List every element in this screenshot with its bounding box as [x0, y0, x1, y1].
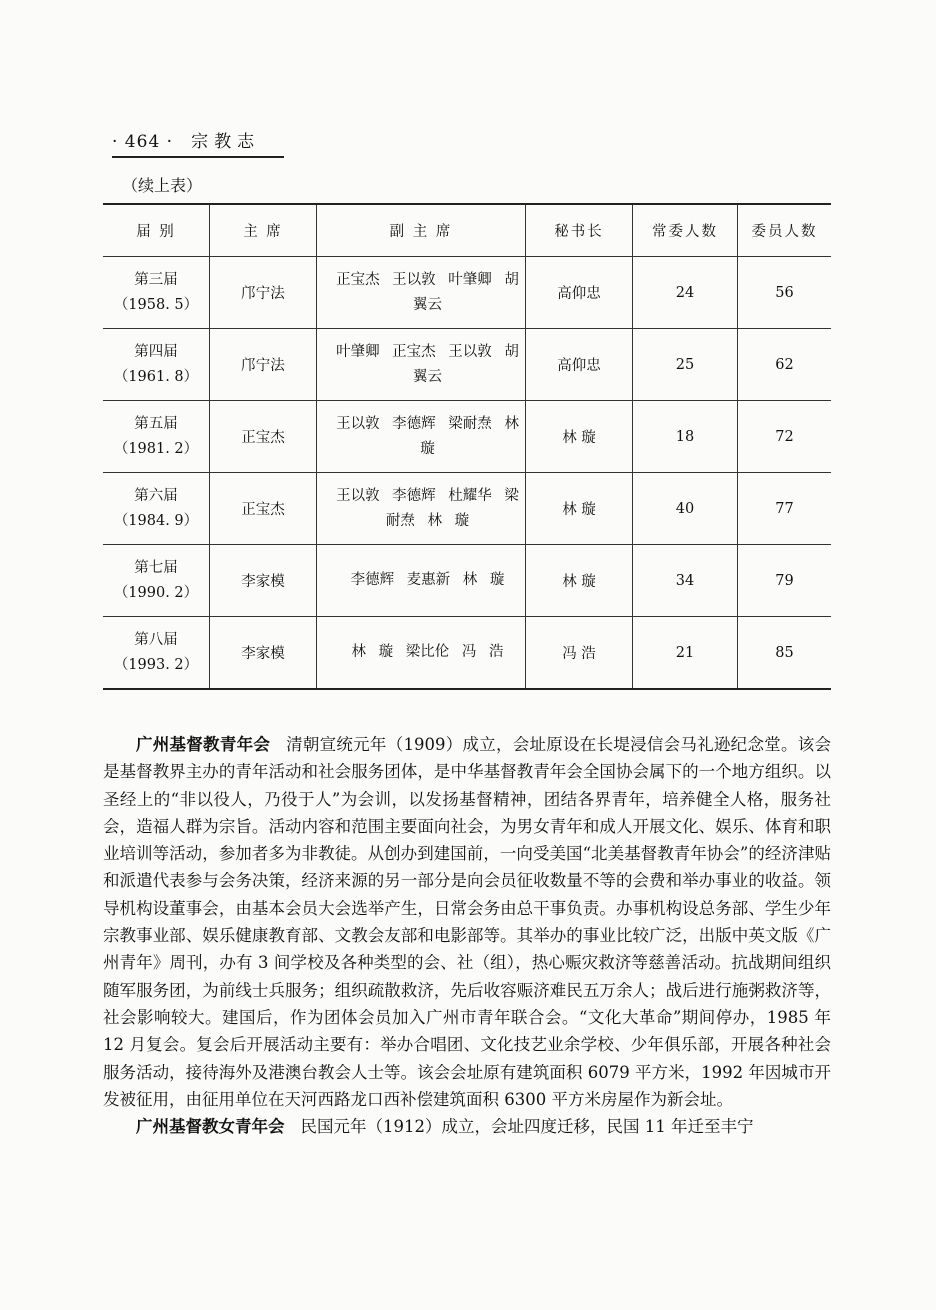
table-row: [103, 617, 831, 690]
table-row: [103, 329, 831, 401]
standing-count-cell: 34: [633, 545, 738, 617]
column-header-vice-chair: 副 主 席: [317, 204, 526, 257]
vice-chair-cell: 王以敦 李德辉 杜耀华 梁耐焘 林 璇: [317, 473, 526, 545]
table-row: [103, 545, 831, 617]
session-cell: [103, 545, 210, 617]
table-row: [103, 473, 831, 545]
column-header-chair: 主 席: [210, 204, 317, 257]
session-name: 第八届: [134, 631, 178, 648]
vice-chair-cell: 林 璇 梁比伦 冯 浩: [317, 617, 526, 690]
member-count-cell: 56: [738, 257, 832, 329]
session-cell: [103, 473, 210, 545]
secretary-cell: 高仰忠: [526, 257, 633, 329]
standing-count-cell: 25: [633, 329, 738, 401]
vice-chair-cell: 李德辉 麦惠新 林 璇: [317, 545, 526, 617]
member-count-cell: 77: [738, 473, 832, 545]
column-header-member-count: 委员人数: [738, 204, 832, 257]
vice-chair-cell: 王以敦 李德辉 梁耐焘 林 璇: [317, 401, 526, 473]
session-date: （1990. 2）: [113, 584, 199, 601]
secretary-cell: 林 璇: [526, 401, 633, 473]
paragraph-ywca: [103, 1113, 831, 1140]
chair-cell: 正宝杰: [210, 473, 317, 545]
session-name: 第五届: [134, 415, 178, 432]
chair-cell: 邝宁法: [210, 329, 317, 401]
secretary-cell: 林 璇: [526, 473, 633, 545]
session-cell: [103, 617, 210, 690]
vice-chair-cell: 正宝杰 王以敦 叶肇卿 胡翼云: [317, 257, 526, 329]
council-table: [103, 203, 831, 690]
session-date: （1984. 9）: [113, 512, 199, 529]
session-date: （1961. 8）: [113, 368, 199, 385]
column-header-session: 届 别: [103, 204, 210, 257]
vice-chair-cell: 叶肇卿 正宝杰 王以敦 胡翼云: [317, 329, 526, 401]
standing-count-cell: 40: [633, 473, 738, 545]
session-date: （1993. 2）: [113, 656, 199, 673]
book-title: 宗教志: [191, 132, 261, 152]
body-text: [103, 731, 831, 1140]
secretary-cell: 冯 浩: [526, 617, 633, 690]
session-date: （1981. 2）: [113, 440, 199, 457]
member-count-cell: 79: [738, 545, 832, 617]
table-header-row: [103, 204, 831, 257]
session-name: 第三届: [134, 271, 178, 288]
session-name: 第六届: [134, 487, 178, 504]
table-row: [103, 401, 831, 473]
secretary-cell: 林 璇: [526, 545, 633, 617]
chair-cell: 李家模: [210, 545, 317, 617]
page-number: · 464 ·: [112, 132, 174, 152]
column-header-secretary: 秘书长: [526, 204, 633, 257]
paragraph-ymca: [103, 731, 831, 1113]
secretary-cell: 高仰忠: [526, 329, 633, 401]
paragraph-text: 民国元年（1912）成立，会址四度迁移，民国 11 年迁至丰宁: [300, 1117, 754, 1137]
standing-count-cell: 21: [633, 617, 738, 690]
session-cell: [103, 401, 210, 473]
table-row: [103, 257, 831, 329]
standing-count-cell: 18: [633, 401, 738, 473]
member-count-cell: 62: [738, 329, 832, 401]
table-caption: （续上表）: [122, 176, 203, 195]
member-count-cell: 72: [738, 401, 832, 473]
running-header: [112, 127, 284, 158]
paragraph-text: 清朝宣统元年（1909）成立，会址原设在长堤浸信会马礼逊纪念堂。该会是基督教界主办的青年活动和社会服务团体，是中华基督教青年会全国协会属下的一个地方组织。以圣经上的“非以役人，乃役于人”为会训，以发扬基督精神，团结各界青年，培养健全人格，服务社会，造福人群为宗旨。活动内容和范围主要面向社会，为男女青年和成人开展文化、娱乐、体育和职业培训等活动，参加者多为非教徒。从创办到建国前，一向受美国“北美基督教青年协会”的经济津贴和派遣代表参与会务决策，经济来源的另一部分是向会员征收数量不等的会费和举办事业的收益。领导机构设董事会，由基本会员大会选举产生，日常会务由总干事负责。办事机构设总务部、学生少年宗教事业部、娱乐健康教育部、文教会友部和电影部等。其举办的事业比较广泛，出版中英文版《广州青年》周刊，办有 3 间学校及各种类型的会、社（组），热心赈灾救济等慈善活动。抗战期间组织随军服务团，为前线士兵服务；组织疏散救济，先后收容赈济难民五万余人；战后进行施粥救济等，社会影响较大。建国后，作为团体会员加入广州市青年联合会。“文化大革命”期间停办，1985 年 12 月复会。复会后开展活动主要有：举办合唱团、文化技艺业余学校、少年俱乐部，开展各种社会服务活动，接待海外及港澳台教会人士等。该会会址原有建筑面积 6079 平方米，1992 年因城市开发被征用，由征用单位在天河西路龙口西补偿建筑面积 6300 平方米房屋作为新会址。: [103, 735, 831, 1109]
chair-cell: 李家模: [210, 617, 317, 690]
session-date: （1958. 5）: [113, 296, 199, 313]
paragraph-heading: 广州基督教女青年会: [136, 1117, 285, 1137]
column-header-standing-count: 常委人数: [633, 204, 738, 257]
chair-cell: 邝宁法: [210, 257, 317, 329]
session-name: 第四届: [134, 343, 178, 360]
member-count-cell: 85: [738, 617, 832, 690]
session-cell: [103, 257, 210, 329]
paragraph-heading: 广州基督教青年会: [136, 735, 271, 754]
session-cell: [103, 329, 210, 401]
chair-cell: 正宝杰: [210, 401, 317, 473]
standing-count-cell: 24: [633, 257, 738, 329]
session-name: 第七届: [134, 559, 178, 576]
